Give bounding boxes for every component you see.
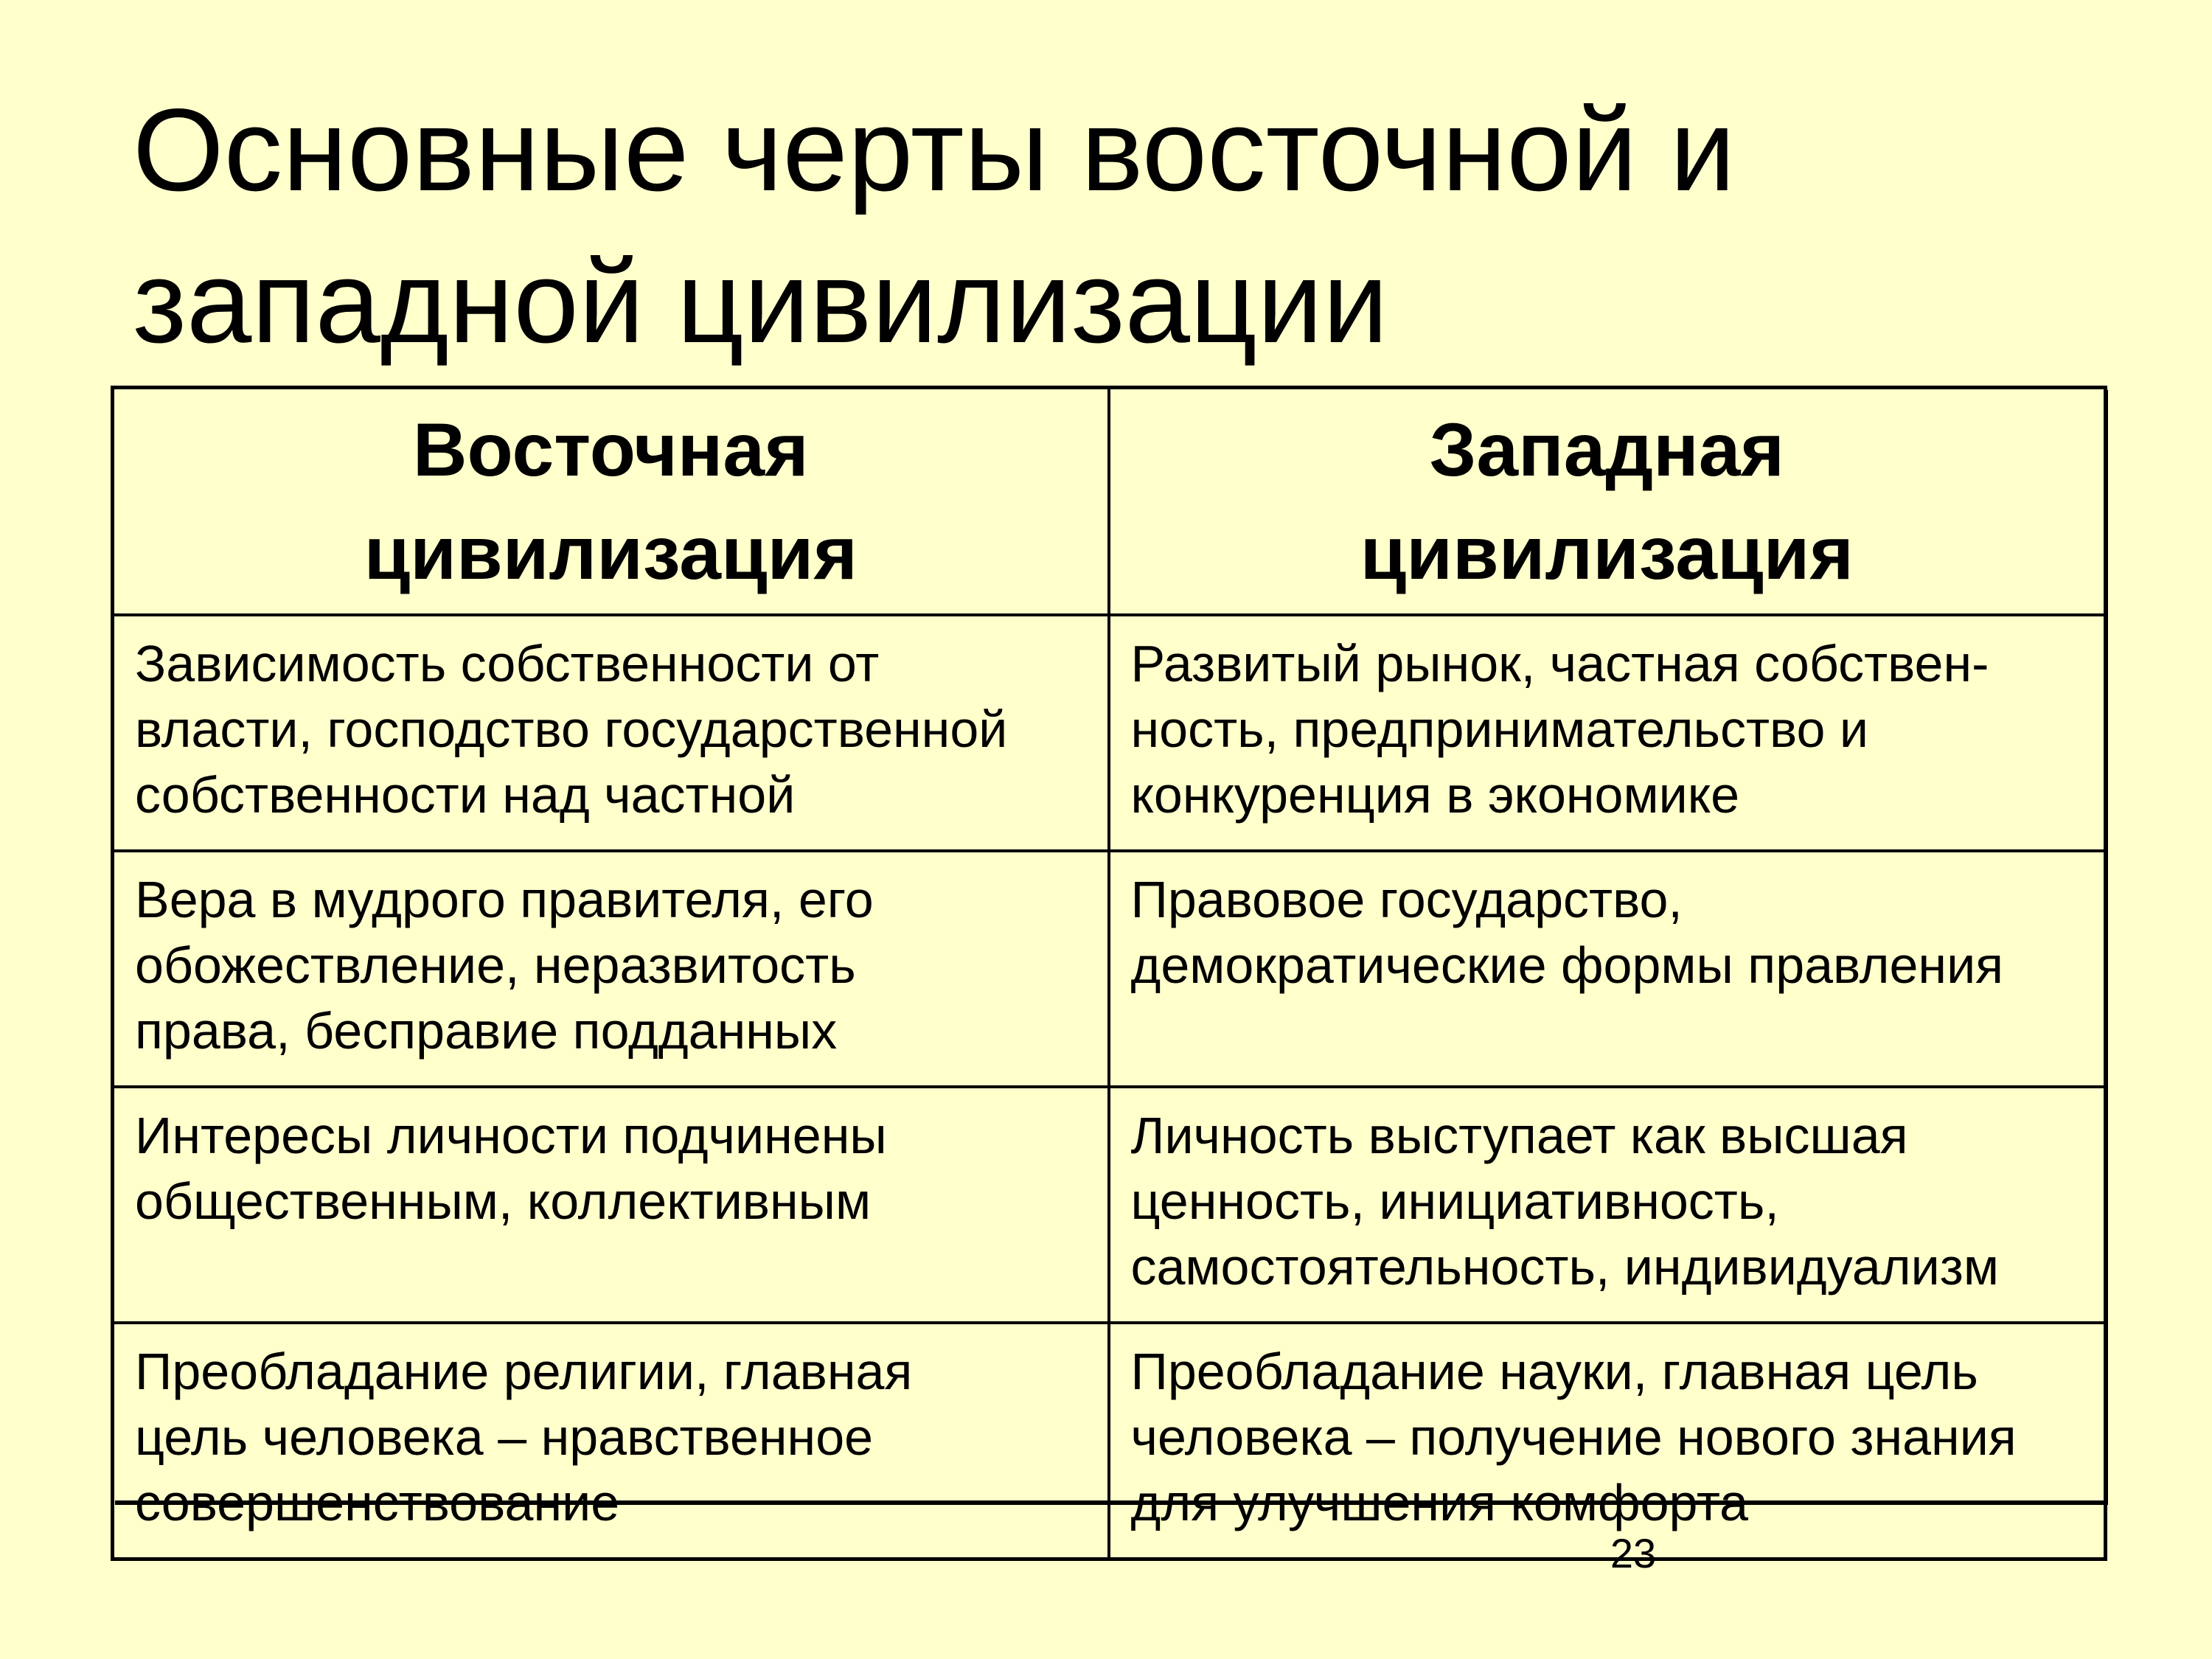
page-number: 23 — [1610, 1530, 1657, 1576]
comparison-table-container — [111, 386, 2104, 1531]
table-row — [113, 615, 2106, 851]
slide-title — [133, 74, 2124, 378]
slide-title-line-1: Основные черты восточной и — [133, 84, 1736, 215]
eastern-cell: Интересы личности подчинены общественным, коллективным — [113, 1087, 1109, 1323]
header-eastern-civilization: Восточная цивилизация — [113, 388, 1109, 616]
header-western-civilization: Западная цивилизация — [1109, 388, 2106, 616]
western-cell: Личность выступает как высшая ценность, инициативность, самостоятельность, индивидуализм — [1109, 1087, 2106, 1323]
table-row — [113, 1087, 2106, 1323]
eastern-cell: Вера в мудрого правителя, его обожествление, неразвитость права, бесправие подданных — [113, 851, 1109, 1087]
eastern-cell: Зависимость собственности от власти, господство государственной собственности над частной — [113, 615, 1109, 851]
western-cell: Правовое государство, демократические формы правления — [1109, 851, 2106, 1087]
comparison-table — [111, 386, 2107, 1561]
western-cell: Развитый рынок, частная собствен- ность, предпринимательство и конкуренция в экономике — [1109, 615, 2106, 851]
table-row — [113, 851, 2106, 1087]
table-header-row — [113, 388, 2106, 616]
table-row — [113, 1323, 2106, 1559]
eastern-cell: Преобладание религии, главная цель человека – нравственное совершенствование — [113, 1323, 1109, 1559]
slide-title-line-2: западной цивилизации — [133, 236, 1388, 367]
western-cell: Преобладание науки, главная цель человека – получение нового знания для улучшения комфорта — [1109, 1323, 2106, 1559]
